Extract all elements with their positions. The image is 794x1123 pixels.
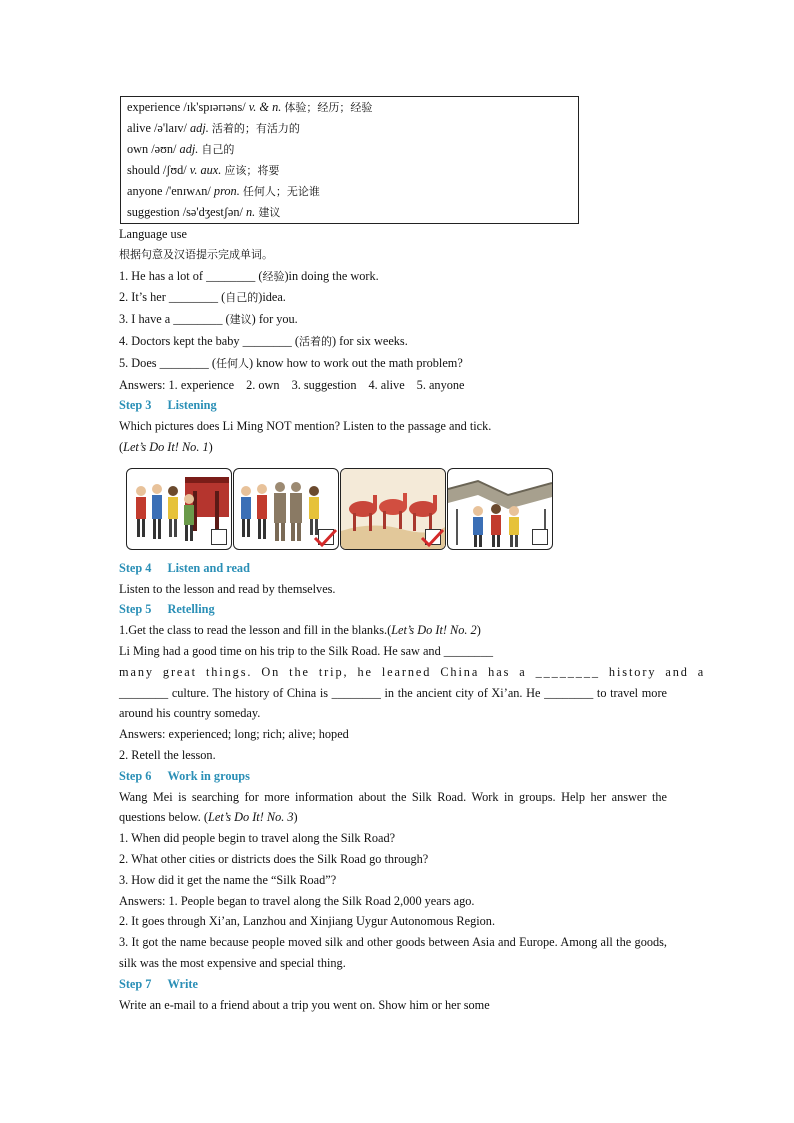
exercise-item: 5. Does ________ (任何人) know how to work out the math problem? xyxy=(119,355,463,370)
checkmark-icon xyxy=(312,527,338,549)
document-page xyxy=(119,96,706,1015)
vocab-row: alive /ə'laɪv/ adj. 活着的；有活力的 xyxy=(127,121,300,135)
step6-intro: Wang Mei is searching for more information about the Silk Road. Work in groups. Help her answer the questions below. (Let’s Do It! No. 3) xyxy=(119,789,667,825)
picture-great-wall xyxy=(447,468,553,550)
step3-heading: Step 3 Listening xyxy=(119,398,217,413)
step4-heading: Step 4 Listen and read xyxy=(119,560,250,575)
step7-heading: Step 7 Write xyxy=(119,976,198,991)
retelling-paragraph-rest: ________ culture. The history of China is ________ in the ancient city of Xi’an. He ________ to travel more around his country someday. xyxy=(119,685,667,721)
exercise-item: 2. It’s her ________ (自己的)idea. xyxy=(119,290,286,305)
step4-text: Listen to the lesson and read by themselves. xyxy=(119,581,336,596)
question: 1. When did people begin to travel along the Silk Road? xyxy=(119,831,396,846)
vocabulary-box xyxy=(120,96,579,224)
answer: 2. It goes through Xi’an, Lanzhou and Xinjiang Uygur Autonomous Region. xyxy=(119,914,496,929)
vocab-row: anyone /'enɪwʌn/ pron. 任何人；无论谁 xyxy=(127,184,320,198)
language-use-answers: Answers: 1. experience 2. own 3. suggestion 4. alive 5. anyone xyxy=(119,377,465,392)
exercise-item: 4. Doctors kept the baby ________ (活着的) for six weeks. xyxy=(119,333,408,348)
step3-text: Which pictures does Li Ming NOT mention? Listen to the passage and tick. xyxy=(119,419,492,434)
answer: 3. It got the name because people moved silk and other goods between Asia and Europe. Among all the goods, silk was the most expensive and special thing. xyxy=(119,935,667,970)
question: 3. How did it get the name the “Silk Road”? xyxy=(119,872,337,887)
picture-camels xyxy=(340,468,446,550)
step5-item1: 1.Get the class to read the lesson and fill in the blanks.(Let’s Do It! No. 2) xyxy=(119,623,481,638)
step7-text: Write an e-mail to a friend about a trip you went on. Show him or her some xyxy=(119,997,490,1012)
retelling-paragraph-line: many great things. On the trip, he learned China has a ________ history and a xyxy=(119,664,706,679)
listening-pictures xyxy=(119,462,667,552)
language-use-title: Language use xyxy=(119,227,187,241)
step5-answers: Answers: experienced; long; rich; alive; hoped xyxy=(119,727,349,742)
step5-heading: Step 5 Retelling xyxy=(119,602,215,617)
tick-box[interactable] xyxy=(532,529,548,545)
tick-box[interactable] xyxy=(211,529,227,545)
vocab-row: should /ʃʊd/ v. aux. 应该；将要 xyxy=(127,163,280,177)
retelling-paragraph-line: Li Ming had a good time on his trip to the Silk Road. He saw and ________ xyxy=(119,643,493,658)
vocab-row: suggestion /sə'dʒestʃən/ n. 建议 xyxy=(127,205,281,219)
language-use-instruction: 根据句意及汉语提示完成单词。 xyxy=(119,247,273,261)
exercise-item: 1. He has a lot of ________ (经验)in doing the work. xyxy=(119,268,379,283)
exercise-item: 3. I have a ________ (建议) for you. xyxy=(119,312,298,327)
step3-ref: (Let’s Do It! No. 1) xyxy=(119,439,213,454)
answer: Answers: 1. People began to travel along the Silk Road 2,000 years ago. xyxy=(119,893,475,908)
checkmark-icon xyxy=(419,527,445,549)
question: 2. What other cities or districts does the Silk Road go through? xyxy=(119,851,429,866)
vocab-row: experience /ɪk'spɪərɪəns/ v. & n. 体验；经历；经验 xyxy=(127,100,373,114)
vocab-row: own /əʊn/ adj. 自己的 xyxy=(127,142,235,156)
picture-terracotta xyxy=(233,468,339,550)
step6-heading: Step 6 Work in groups xyxy=(119,768,250,783)
step5-item2: 2. Retell the lesson. xyxy=(119,747,216,762)
picture-gate xyxy=(126,468,232,550)
